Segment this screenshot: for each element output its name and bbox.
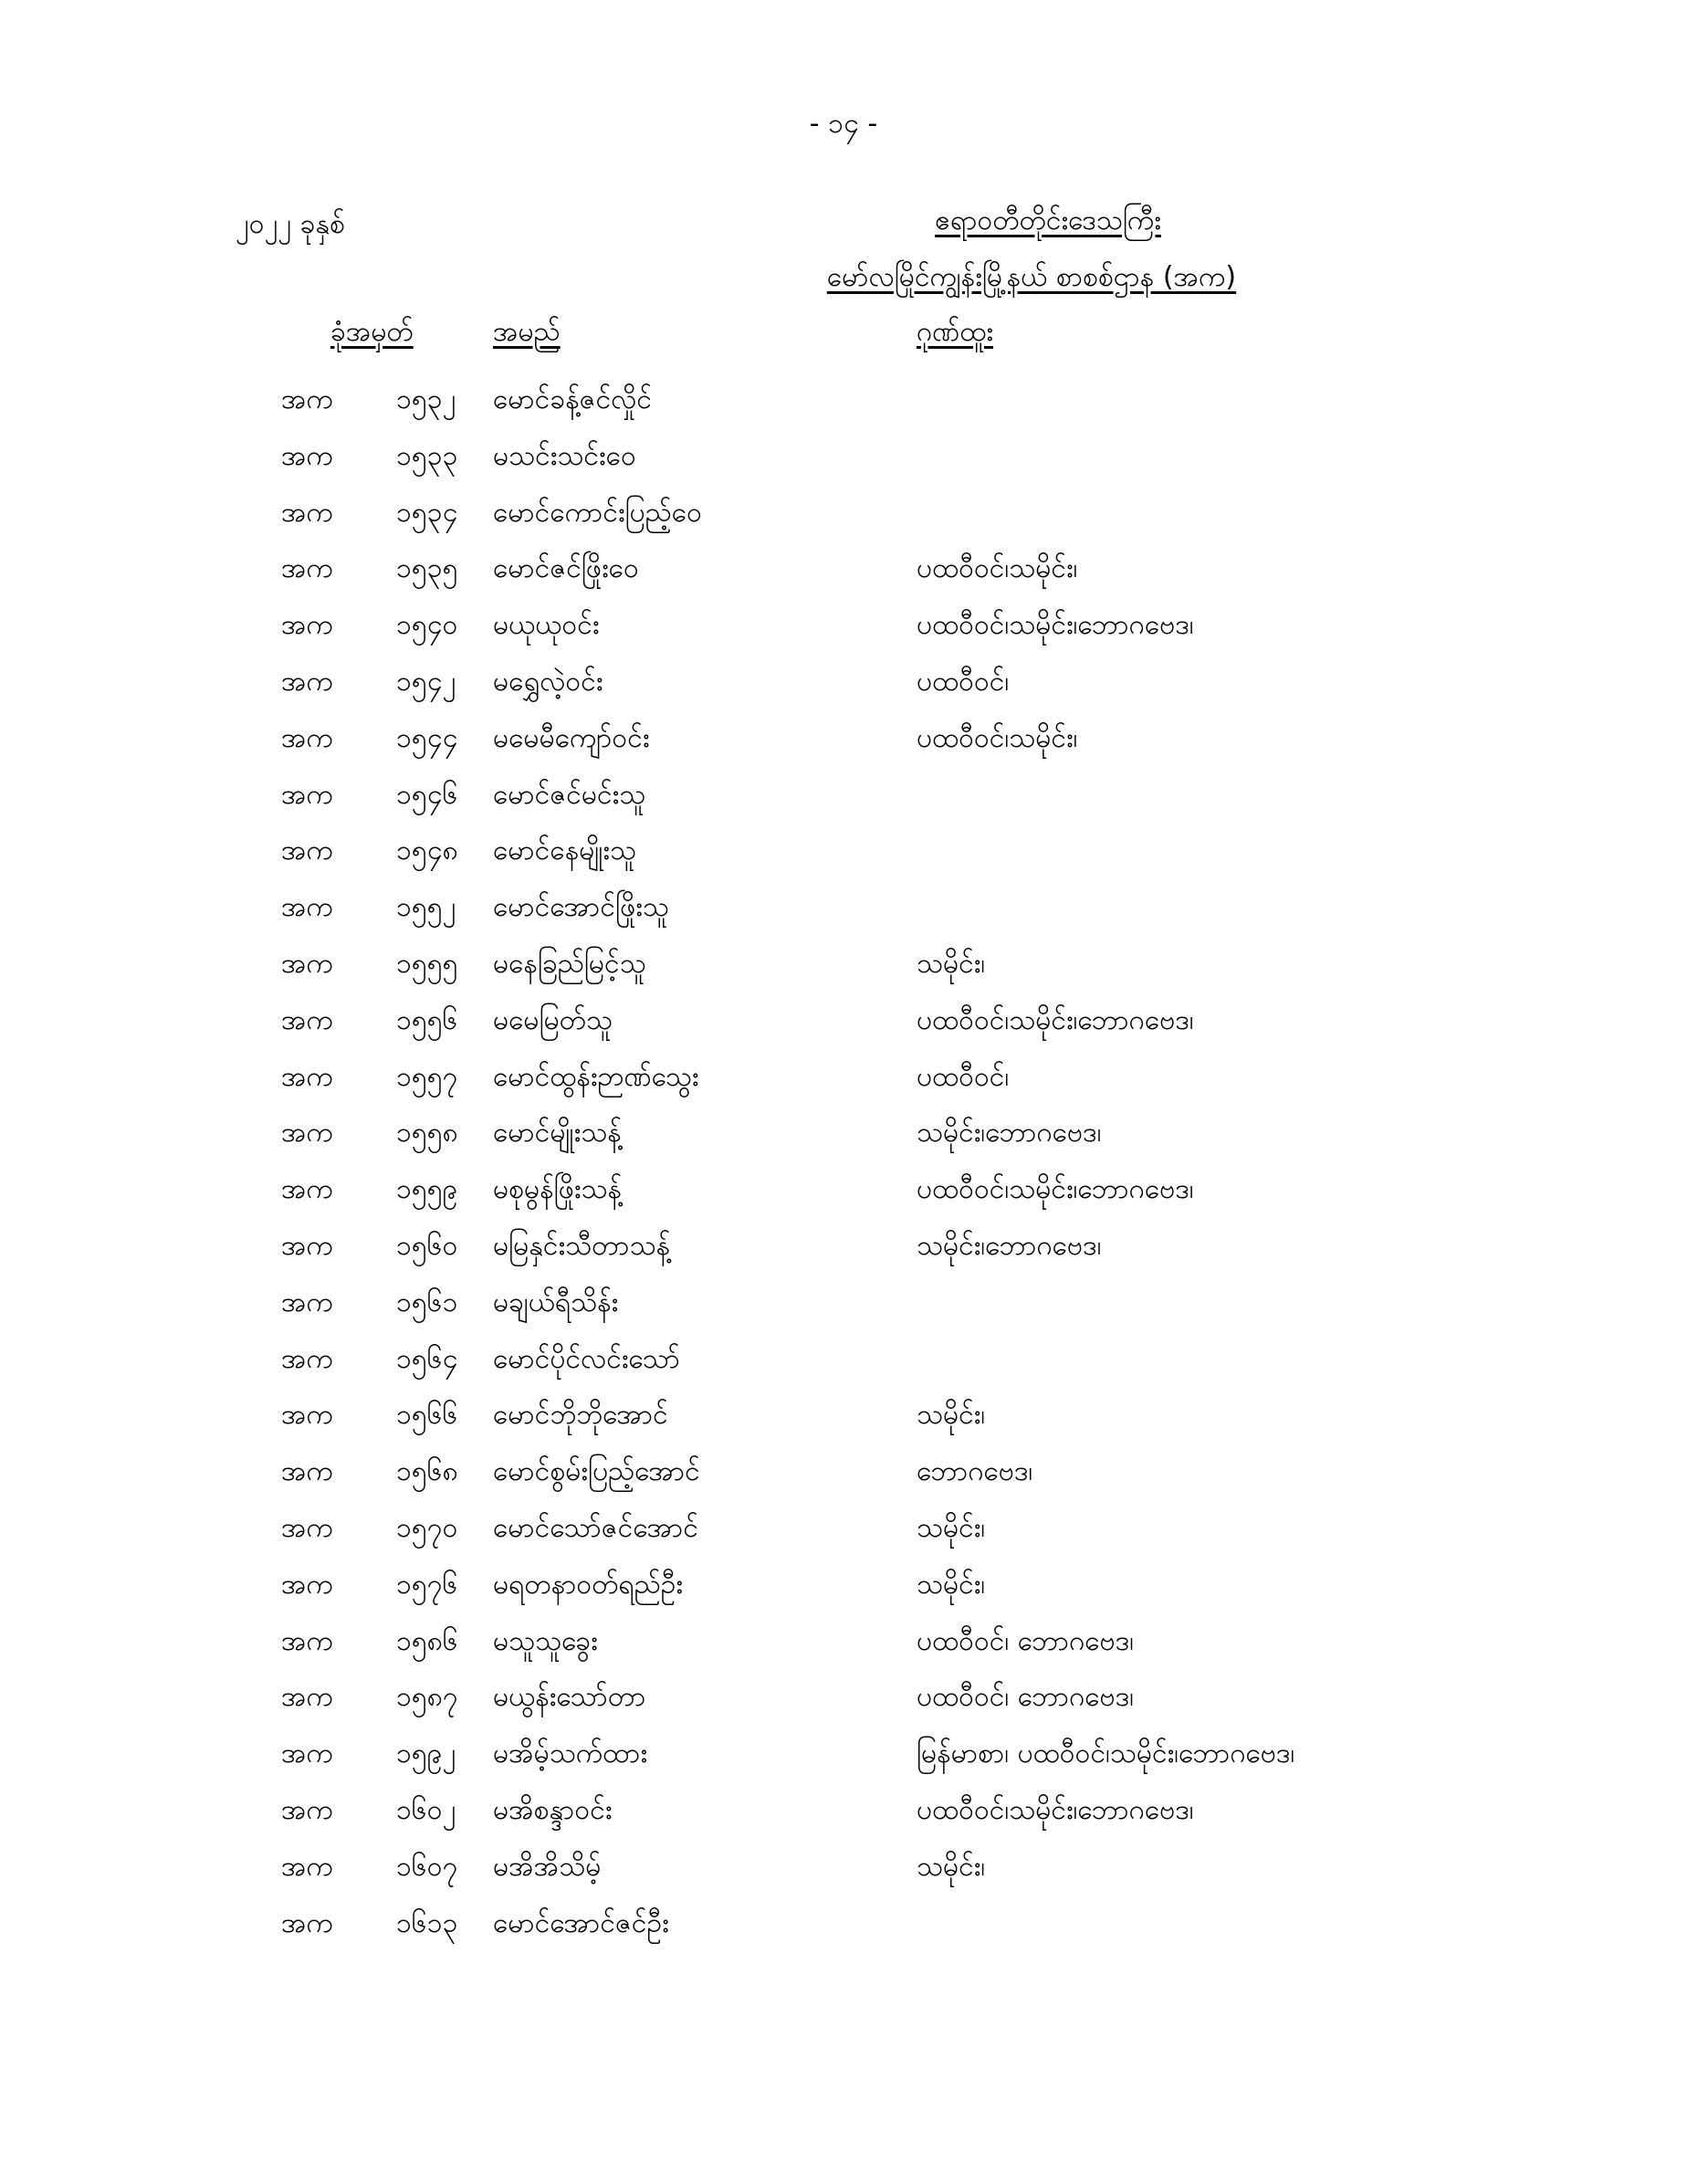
- list-item: [0, 1896, 1687, 1953]
- distinction-subjects: ဘောဂဗေဒ၊: [917, 1455, 1033, 1488]
- student-name: မသင်းသင်းဝေ: [493, 439, 636, 472]
- list-item: [0, 1614, 1687, 1671]
- roll-number: ၁၅၆၁: [396, 1286, 458, 1318]
- list-item: [0, 1670, 1687, 1727]
- roll-prefix: အက: [281, 1229, 333, 1262]
- roll-prefix: အက: [281, 1342, 333, 1375]
- roll-prefix: အက: [281, 1568, 333, 1601]
- list-item: [0, 768, 1687, 824]
- roll-number: ၁၅၅၂: [396, 891, 456, 924]
- list-item: [0, 1162, 1687, 1219]
- student-name: မောင်ခန့်ဇင်လှိုင်: [493, 383, 653, 415]
- roll-prefix: အက: [281, 1681, 333, 1714]
- roll-number: ၁၅၈၆: [396, 1624, 458, 1657]
- distinction-subjects: ပထဝီဝင်၊: [917, 665, 1010, 698]
- roll-prefix: အက: [281, 1793, 333, 1826]
- distinction-subjects: ပထဝီဝင်၊ ဘောဂဗေဒ၊: [917, 1624, 1135, 1657]
- distinction-subjects: ပထဝီဝင်၊သမိုင်း၊: [917, 721, 1078, 754]
- list-item: [0, 486, 1687, 542]
- distinction-subjects: သမိုင်း၊: [917, 1850, 986, 1883]
- list-item: [0, 373, 1687, 429]
- distinction-subjects: ပထဝီဝင်၊သမိုင်း၊: [917, 552, 1078, 585]
- roll-prefix: အက: [281, 1511, 333, 1544]
- roll-number: ၁၅၆၆: [396, 1399, 458, 1432]
- roll-prefix: အက: [281, 552, 333, 585]
- roll-prefix: အက: [281, 1117, 333, 1150]
- roll-number: ၁၅၃၄: [396, 496, 458, 529]
- list-item: [0, 1444, 1687, 1501]
- list-item: [0, 1840, 1687, 1896]
- student-name: မောင်အောင်ဖြိုးသူ: [493, 891, 669, 924]
- list-item: [0, 1050, 1687, 1107]
- list-item: [0, 655, 1687, 711]
- distinction-subjects: သမိုင်း၊: [917, 1399, 986, 1432]
- distinction-subjects: သမိုင်း၊ဘောဂဗေဒ၊: [917, 1117, 1102, 1150]
- distinction-subjects: သမိုင်း၊ဘောဂဗေဒ၊: [917, 1229, 1102, 1262]
- column-header-name: အမည်: [493, 316, 561, 348]
- student-name: မသူသူခွေး: [493, 1624, 598, 1657]
- list-item: [0, 711, 1687, 768]
- column-header-distinction: ဂုဏ်ထူး: [917, 316, 993, 348]
- list-item: [0, 993, 1687, 1050]
- student-name: မောင်အောင်ဇင်ဦး: [493, 1906, 669, 1939]
- distinction-subjects: ပထဝီဝင်၊သမိုင်း၊ဘောဂဗေဒ၊: [917, 1793, 1194, 1826]
- roll-number: ၁၅၇၀: [396, 1511, 458, 1544]
- student-name: မယုယုဝင်း: [493, 609, 600, 642]
- roll-number: ၁၅၃၃: [396, 439, 458, 472]
- roll-prefix: အက: [281, 947, 333, 980]
- student-name: မမေမီကျော်ဝင်း: [493, 721, 650, 754]
- roll-prefix: အက: [281, 891, 333, 924]
- list-item: [0, 1501, 1687, 1558]
- student-name: မမေမြတ်သူ: [493, 1003, 613, 1036]
- roll-number: ၁၅၉၂: [396, 1738, 456, 1770]
- roll-number: ၁၆၀၇: [396, 1850, 458, 1883]
- roll-number: ၁၅၄၂: [396, 665, 456, 698]
- roll-prefix: အက: [281, 1738, 333, 1770]
- student-name: မောင်ပိုင်လင်းသော်: [493, 1342, 680, 1375]
- student-name: မအိမ့်သက်ထား: [493, 1738, 648, 1770]
- roll-prefix: အက: [281, 496, 333, 529]
- student-name: မောင်စွမ်းပြည့်အောင်: [493, 1455, 700, 1488]
- distinction-subjects: သမိုင်း၊: [917, 1511, 986, 1544]
- list-item: [0, 1219, 1687, 1276]
- distinction-subjects: သမိုင်း၊: [917, 947, 986, 980]
- student-name: မနေခြည်မြင့်သူ: [493, 947, 646, 980]
- roll-prefix: အက: [281, 835, 333, 867]
- list-item: [0, 1727, 1687, 1783]
- student-name: မယွန်းသော်တာ: [493, 1681, 646, 1714]
- roll-number: ၁၅၃၅: [396, 552, 458, 585]
- roll-number: ၁၅၄၆: [396, 778, 458, 811]
- roll-number: ၁၅၄၈: [396, 835, 458, 867]
- exam-center-title: မော်လမြိုင်ကျွန်းမြို့နယ် စာစစ်ဌာန (အက): [826, 261, 1237, 293]
- list-item: [0, 1276, 1687, 1332]
- roll-prefix: အက: [281, 1624, 333, 1657]
- roll-number: ၁၅၅၈: [396, 1117, 458, 1150]
- student-name: မောင်သော်ဇင်အောင်: [493, 1511, 698, 1544]
- roll-prefix: အက: [281, 1906, 333, 1939]
- distinction-subjects: ပထဝီဝင်၊: [917, 1060, 1010, 1093]
- student-name: မောင်ကောင်းပြည့်ဝေ: [493, 496, 702, 529]
- list-item: [0, 598, 1687, 655]
- list-item: [0, 824, 1687, 880]
- page-number: - ၁၄ -: [809, 108, 878, 140]
- distinction-subjects: ပထဝီဝင်၊သမိုင်း၊ဘောဂဗေဒ၊: [917, 1173, 1194, 1206]
- roll-prefix: အက: [281, 383, 333, 415]
- results-list: [0, 373, 1687, 1952]
- roll-prefix: အက: [281, 1060, 333, 1093]
- roll-prefix: အက: [281, 1455, 333, 1488]
- student-name: မချယ်ရီသိန်း: [493, 1286, 619, 1318]
- list-item: [0, 541, 1687, 598]
- list-item: [0, 880, 1687, 937]
- roll-number: ၁၅၅၇: [396, 1060, 458, 1093]
- student-name: မောင်ဘိုဘိုအောင်: [493, 1399, 668, 1432]
- student-name: မရတနာဝတ်ရည်ဦး: [493, 1568, 683, 1601]
- roll-prefix: အက: [281, 1399, 333, 1432]
- roll-number: ၁၅၃၂: [396, 383, 456, 415]
- student-name: မမြနှင်းသီတာသန့်: [493, 1229, 671, 1262]
- roll-number: ၁၅၅၅: [396, 947, 458, 980]
- roll-prefix: အက: [281, 1286, 333, 1318]
- exam-year: ၂၀၂၂ ခုနှစ်: [236, 208, 345, 240]
- student-name: မောင်ဇင်မင်းသူ: [493, 778, 646, 811]
- roll-prefix: အက: [281, 439, 333, 472]
- student-name: မောင်မျိုးသန့်: [493, 1117, 622, 1150]
- student-name: မအိအိသိမ့်: [493, 1850, 602, 1883]
- roll-number: ၁၅၄၀: [396, 609, 458, 642]
- distinction-subjects: သမိုင်း၊: [917, 1568, 986, 1601]
- list-item: [0, 1558, 1687, 1614]
- distinction-subjects: ပထဝီဝင်၊သမိုင်း၊ဘောဂဗေဒ၊: [917, 609, 1194, 642]
- region-title: ဧရာဝတီတိုင်းဒေသကြီး: [935, 205, 1161, 236]
- distinction-subjects: ပထဝီဝင်၊သမိုင်း၊ဘောဂဗေဒ၊: [917, 1003, 1194, 1036]
- roll-number: ၁၅၆၈: [396, 1455, 458, 1488]
- student-name: မောင်ထွန်းဉာဏ်သွေး: [493, 1060, 699, 1093]
- roll-number: ၁၅၅၉: [396, 1173, 458, 1206]
- student-name: မစုမွန်ဖြိုးသန့်: [493, 1173, 623, 1206]
- list-item: [0, 937, 1687, 993]
- distinction-subjects: ပထဝီဝင်၊ ဘောဂဗေဒ၊: [917, 1681, 1135, 1714]
- roll-number: ၁၅၅၆: [396, 1003, 458, 1036]
- student-name: မရွှေလဲ့ဝင်း: [493, 665, 603, 698]
- column-header-roll-no: ခုံအမှတ်: [330, 316, 414, 348]
- roll-number: ၁၆၀၂: [396, 1793, 456, 1826]
- student-name: မောင်နေမျိုးသူ: [493, 835, 637, 867]
- roll-number: ၁၆၁၃: [396, 1906, 458, 1939]
- roll-prefix: အက: [281, 1173, 333, 1206]
- roll-number: ၁၅၄၄: [396, 721, 458, 754]
- list-item: [0, 1388, 1687, 1444]
- roll-number: ၁၅၇၆: [396, 1568, 458, 1601]
- roll-number: ၁၅၆၀: [396, 1229, 458, 1262]
- list-item: [0, 429, 1687, 486]
- roll-prefix: အက: [281, 1003, 333, 1036]
- roll-prefix: အက: [281, 609, 333, 642]
- list-item: [0, 1783, 1687, 1840]
- roll-prefix: အက: [281, 1850, 333, 1883]
- list-item: [0, 1332, 1687, 1389]
- student-name: မအိစန္ဒာဝင်း: [493, 1793, 613, 1826]
- roll-prefix: အက: [281, 778, 333, 811]
- list-item: [0, 1106, 1687, 1162]
- roll-prefix: အက: [281, 721, 333, 754]
- roll-number: ၁၅၆၄: [396, 1342, 458, 1375]
- roll-number: ၁၅၈၇: [396, 1681, 458, 1714]
- roll-prefix: အက: [281, 665, 333, 698]
- student-name: မောင်ဇင်ဖြိုးဝေ: [493, 552, 639, 585]
- distinction-subjects: မြန်မာစာ၊ ပထဝီဝင်၊သမိုင်း၊ဘောဂဗေဒ၊: [917, 1738, 1295, 1770]
